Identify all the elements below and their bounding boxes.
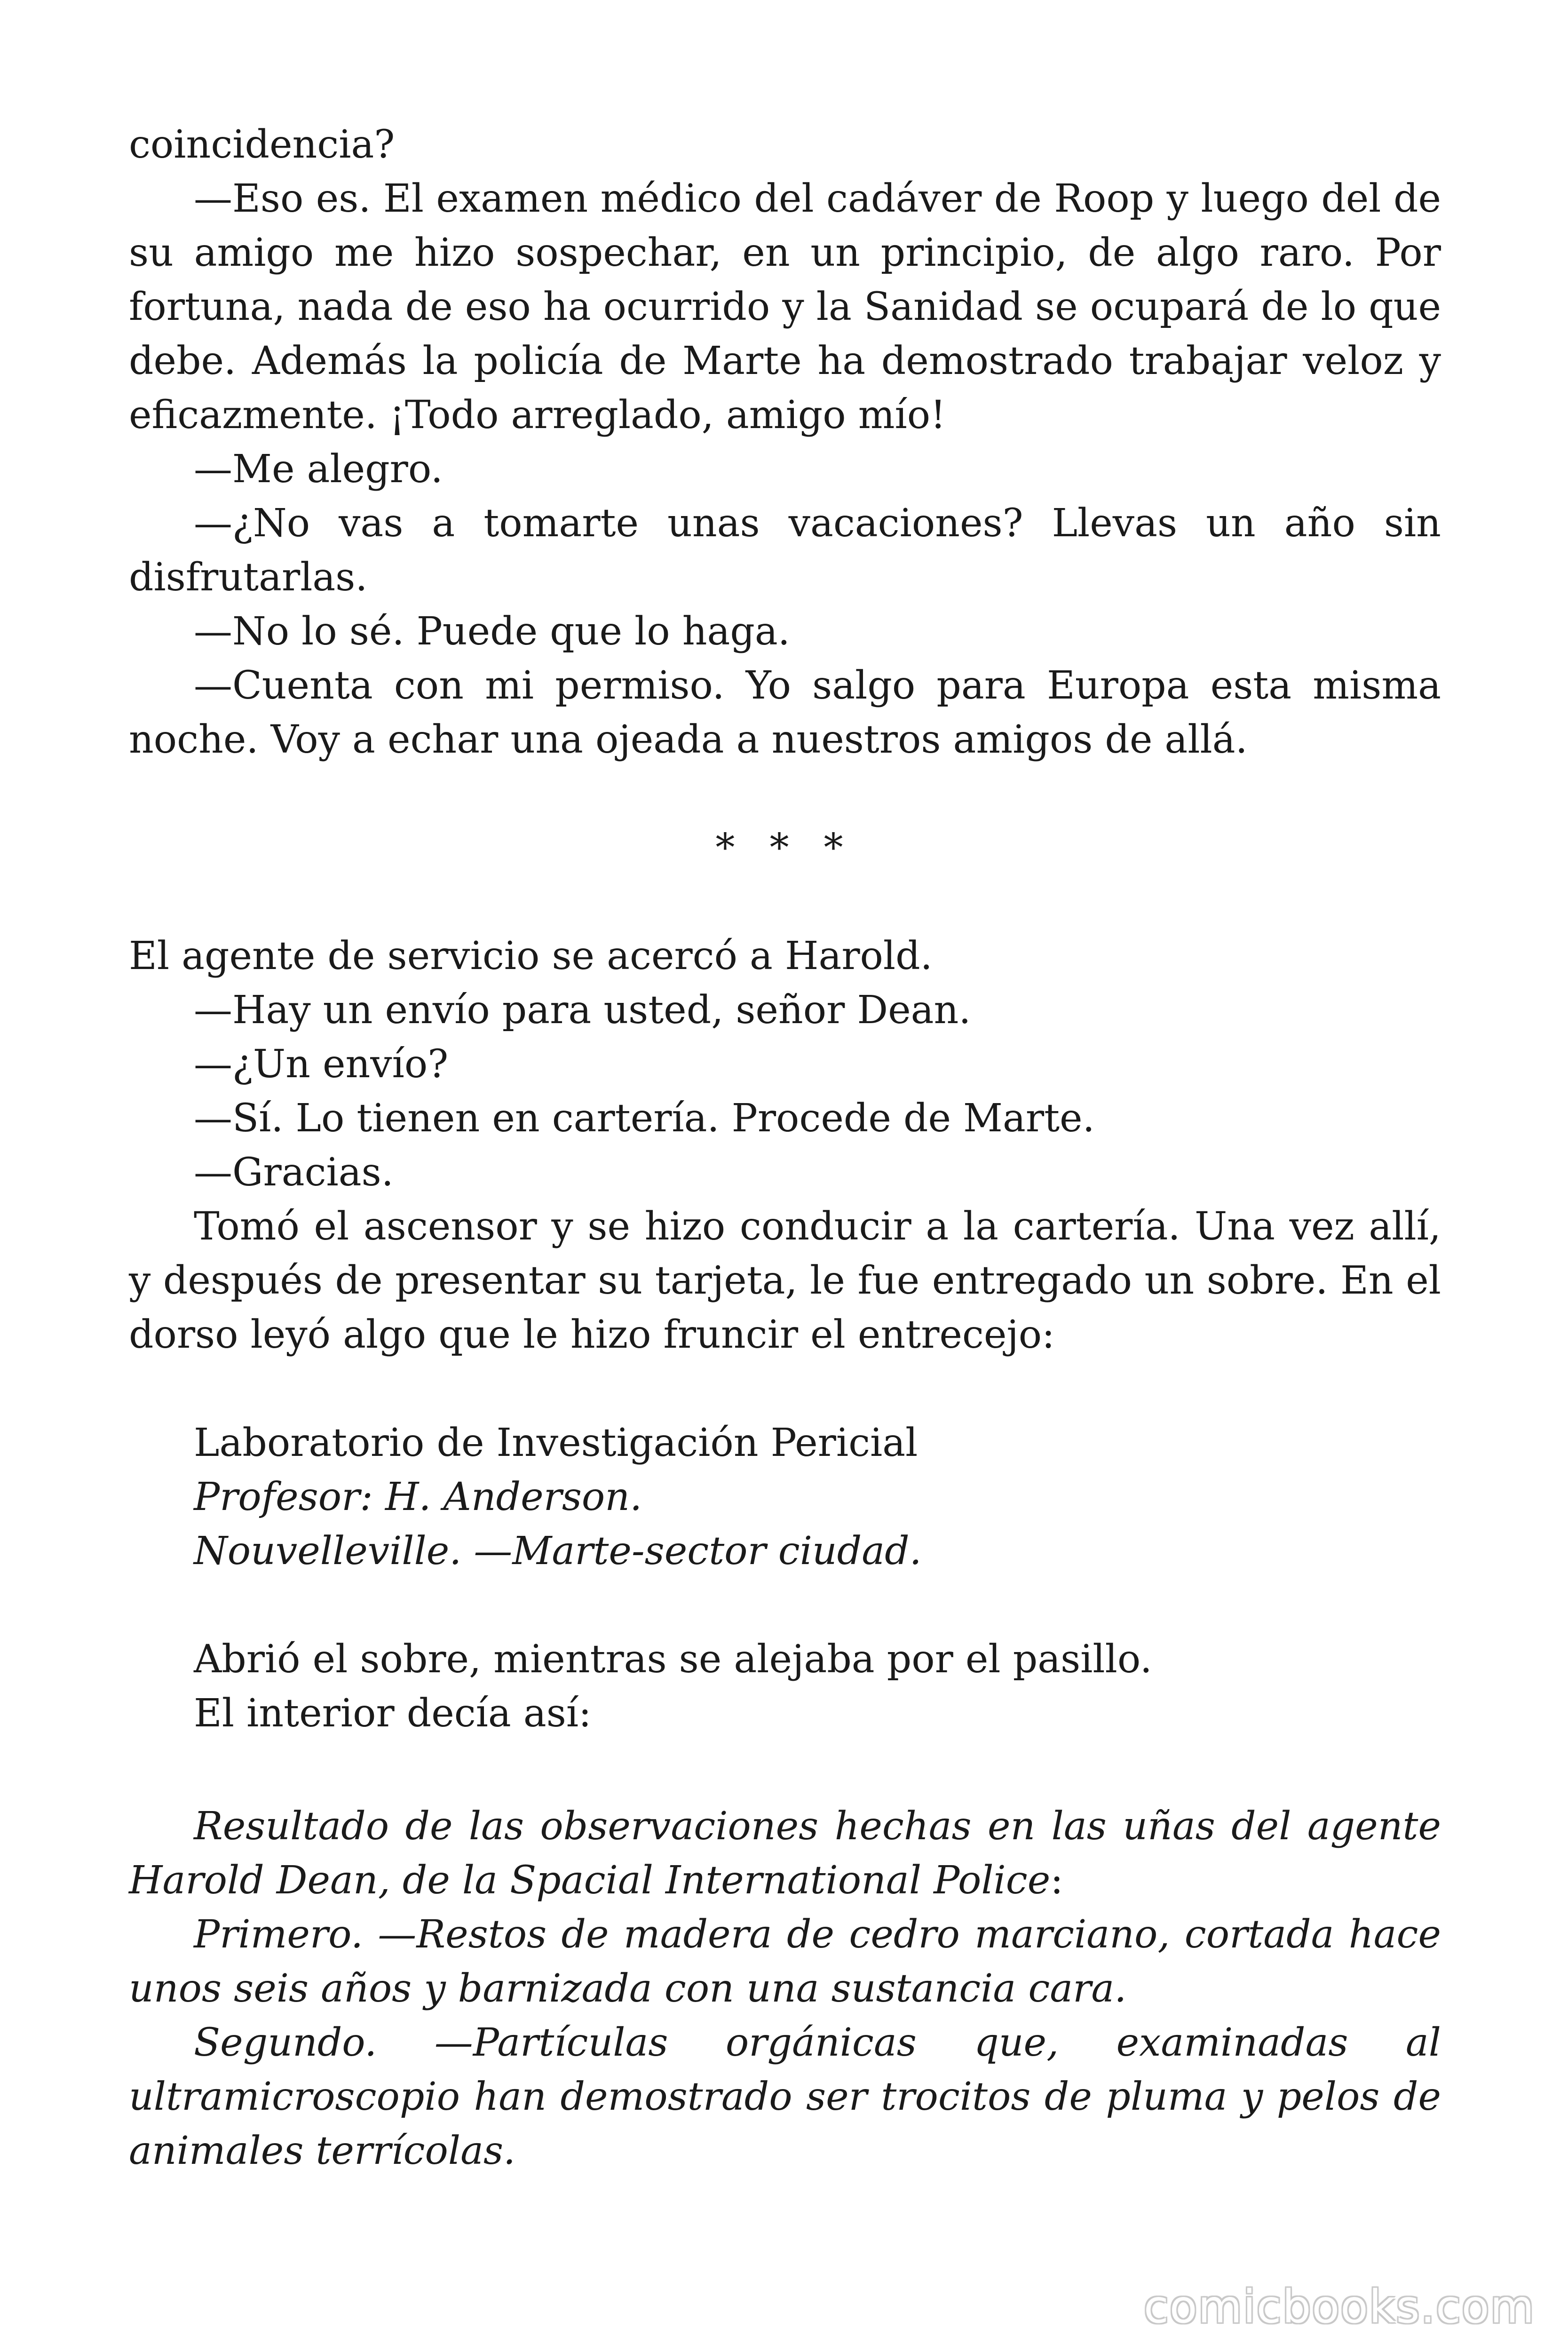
paragraph: —Me alegro. — [194, 447, 443, 492]
paragraph: —Cuenta con mi permiso. Yo salgo para Europa esta misma noche. Voy a echar una ojeada a nuestros amigos de allá. — [129, 663, 1441, 762]
dialogue-section-middle — [129, 929, 1441, 1362]
envelope-address — [129, 1416, 1441, 1578]
paragraph: Abrió el sobre, mientras se alejaba por el pasillo. — [194, 1637, 1152, 1682]
narration-after-envelope — [129, 1632, 1441, 1740]
report-first: Primero. —Restos de madera de cedro marciano, cortada hace unos seis años y barnizada con una sustancia cara. — [129, 1912, 1441, 2011]
paragraph: —¿No vas a tomarte unas vacaciones? Llevas un año sin disfrutarlas. — [129, 501, 1441, 600]
report-intro — [129, 1799, 1441, 1907]
paragraph: —Eso es. El examen médico del cadáver de Roop y luego del de su amigo me hizo sospechar, en un principio, de algo raro. Por fortuna, nada de eso ha ocurrido y la Sanidad se ocupará de lo que debe. Además la policía de Marte ha demostrado trabajar veloz y eficazmente. ¡Todo arreglado, amigo mío! — [129, 176, 1441, 437]
scene-separator — [129, 821, 1441, 875]
paragraph: —No lo sé. Puede que lo haga. — [194, 609, 790, 654]
envelope-line-lab: Laboratorio de Investigación Pericial — [194, 1421, 918, 1465]
paragraph: —Sí. Lo tienen en cartería. Procede de Marte. — [194, 1096, 1095, 1141]
paragraph: Tomó el ascensor y se hizo conducir a la cartería. Una vez allí, y después de presentar su tarjeta, le fue entregado un sobre. En el dorso leyó algo que le hizo fruncir el entrecejo: — [129, 1204, 1441, 1357]
paragraph: El interior decía así: — [194, 1691, 592, 1736]
lab-report — [129, 1799, 1441, 2178]
paragraph: —Hay un envío para usted, señor Dean. — [194, 988, 971, 1033]
report-intro-text: Resultado de las observaciones hechas en las uñas del agente Harold Dean, de la Spacial International Police — [129, 1804, 1441, 1903]
paragraph: El agente de servicio se acercó a Harold. — [129, 934, 933, 978]
envelope-line-professor: Profesor: H. Anderson. — [194, 1475, 642, 1519]
envelope-line-city: Nouvelleville. —Marte-sector ciudad. — [194, 1529, 922, 1573]
dialogue-section-top — [129, 118, 1441, 767]
paragraph: coincidencia? — [129, 122, 395, 167]
watermark: comicbooks.com — [1143, 2280, 1535, 2333]
report-intro-colon: : — [1050, 1858, 1063, 1903]
paragraph: —Gracias. — [194, 1150, 394, 1195]
asterisks-separator: * * * — [715, 826, 855, 870]
report-second: Segundo. —Partículas orgánicas que, examinadas al ultramicroscopio han demostrado ser trocitos de pluma y pelos de animales terrícolas. — [129, 2020, 1441, 2173]
paragraph: —¿Un envío? — [194, 1042, 449, 1087]
